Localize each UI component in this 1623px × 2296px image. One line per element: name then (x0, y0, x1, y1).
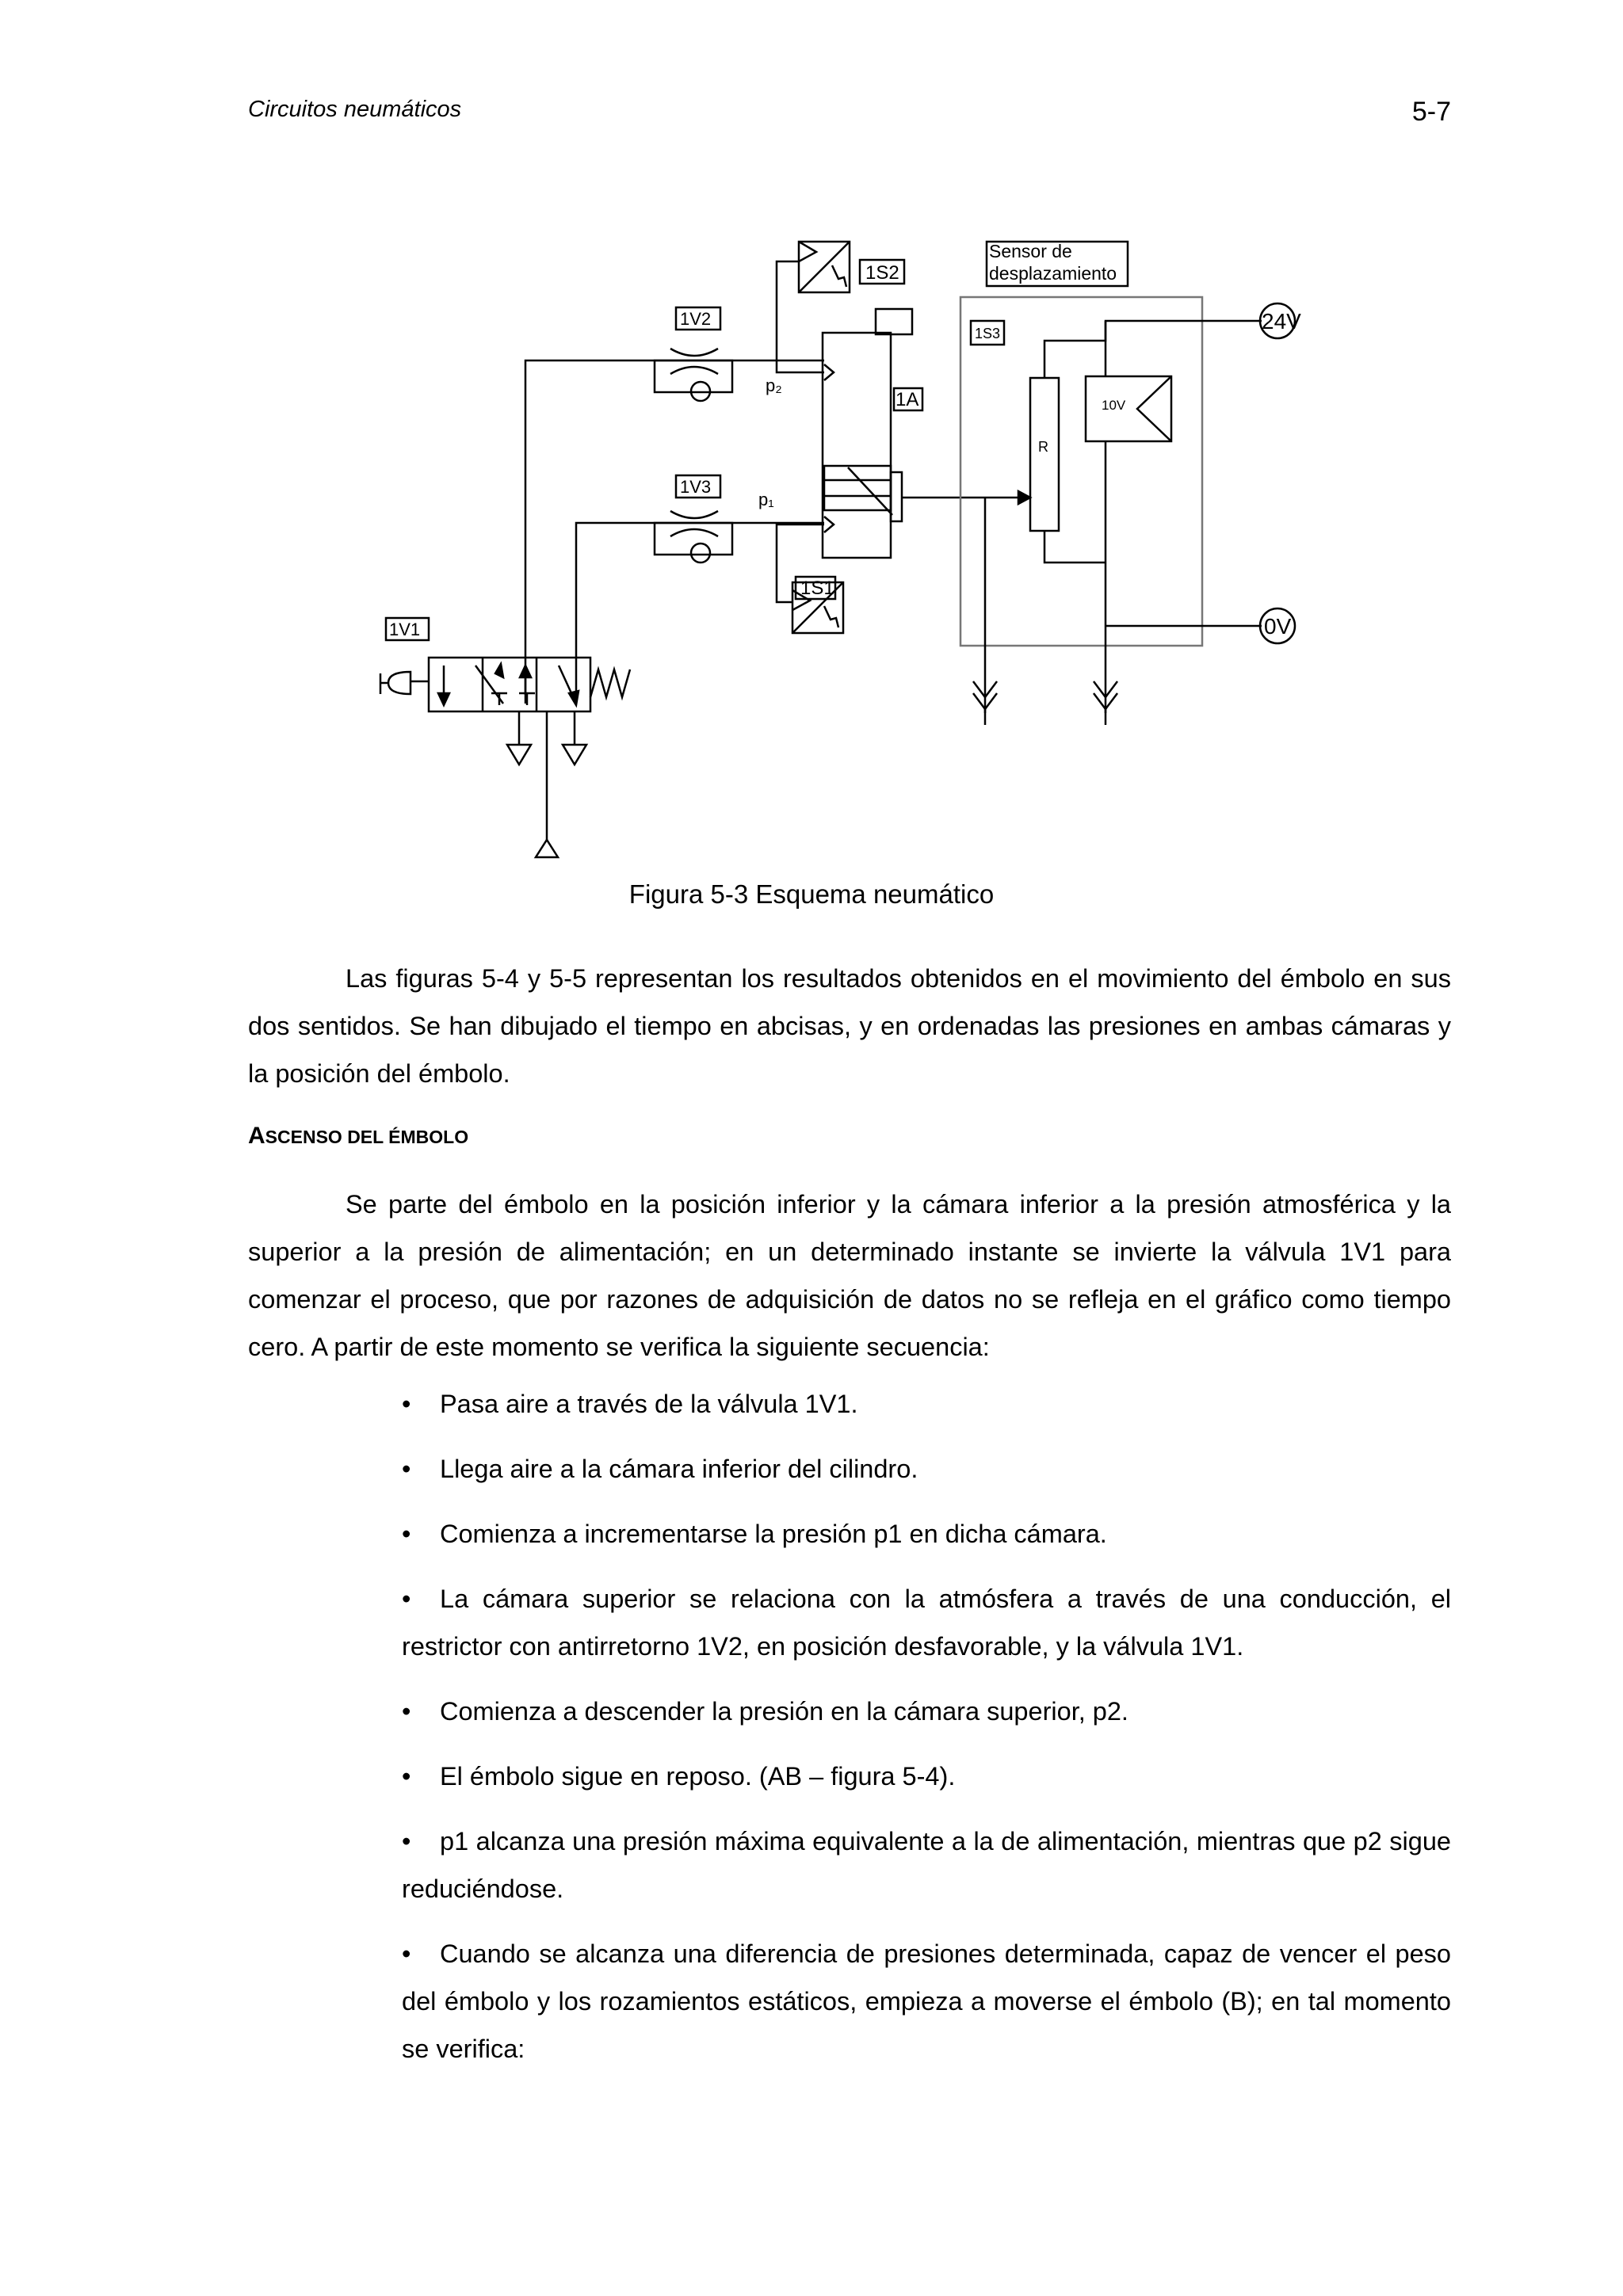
bullet-icon: • (402, 1390, 411, 1418)
section-heading-initial: A (248, 1123, 265, 1149)
bullet-icon: • (402, 1827, 411, 1855)
valve-1v1 (429, 658, 590, 711)
bullet-icon: • (402, 1762, 411, 1791)
list-item: • La cámara superior se relaciona con la atmósfera a través de una conducción, el restrictor con antirretorno 1V2, en posición desfavorable, y la válvula 1V1. (402, 1575, 1451, 1670)
label-1s1: 1S1 (800, 578, 834, 599)
label-p2: p₂ (766, 376, 782, 395)
label-sensor-2: desplazamiento (989, 263, 1117, 284)
list-item: • Llega aire a la cámara inferior del cilindro. (402, 1445, 1451, 1493)
label-1v3: 1V3 (680, 477, 712, 497)
pneumatic-diagram (0, 0, 1623, 871)
list-item: • Comienza a incrementarse la presión p1 en dicha cámara. (402, 1510, 1451, 1558)
figure-caption: Figura 5-3 Esquema neumático (628, 879, 995, 909)
list-item: • Comienza a descender la presión en la cámara superior, p2. (402, 1688, 1451, 1735)
list-item: • p1 alcanza una presión máxima equivalente a la de alimentación, mientras que p2 sigue reduciéndose. (402, 1817, 1451, 1913)
bullet-icon: • (402, 1455, 411, 1483)
label-sensor-1: Sensor de (989, 241, 1072, 261)
label-p1: p₁ (758, 490, 774, 509)
bullet-icon: • (402, 1520, 411, 1548)
label-1s2: 1S2 (865, 262, 899, 284)
label-0v: 0V (1264, 614, 1292, 639)
label-24v: 24V (1262, 309, 1301, 334)
paragraph-intro: Las figuras 5-4 y 5-5 representan los resultados obtenidos en el movimiento del émbolo en sus dos sentidos. Se han dibujado el tiempo en abcisas, y en ordenadas las presiones en ambas cámaras y la posición del émbolo. (248, 964, 1451, 1088)
section-heading-rest: SCENSO DEL ÉMBOLO (265, 1127, 469, 1147)
label-1s3: 1S3 (975, 326, 1001, 341)
bullet-icon: • (402, 1697, 411, 1726)
label-1v1: 1V1 (389, 620, 421, 639)
source-10v (1086, 376, 1171, 441)
label-box-blank (876, 309, 912, 334)
list-item: • Pasa aire a través de la válvula 1V1. (402, 1380, 1451, 1428)
label-1a: 1A (896, 389, 919, 410)
list-item: • El émbolo sigue en reposo. (AB – figura 5-4). (402, 1753, 1451, 1800)
label-r: R (1038, 439, 1048, 455)
section-heading (248, 1123, 468, 1150)
running-header-title: Circuitos neumáticos (248, 97, 462, 122)
list-item: • Cuando se alcanza una diferencia de presiones determinada, capaz de vencer el peso del émbolo y los rozamientos estáticos, empieza a moverse el émbolo (B); en tal momento se verifica: (402, 1930, 1451, 2073)
label-10v: 10V (1102, 398, 1126, 413)
page-number: 5-7 (1411, 97, 1451, 127)
bullet-icon: • (402, 1939, 411, 1968)
bullet-icon: • (402, 1585, 411, 1613)
sensor-enclosure (960, 297, 1202, 646)
paragraph-ascent: Se parte del émbolo en la posición inferior y la cámara inferior a la presión atmosférica y la superior a la presión de alimentación; en un determinado instante se invierte la válvula 1V1 para comenzar el proceso, que por razones de adquisición de datos no se refleja en el gráfico como tiempo cero. A partir de este momento se verifica la siguiente secuencia: (248, 1190, 1451, 1361)
label-1v2: 1V2 (680, 309, 712, 329)
sequence-list (402, 1380, 1451, 2090)
